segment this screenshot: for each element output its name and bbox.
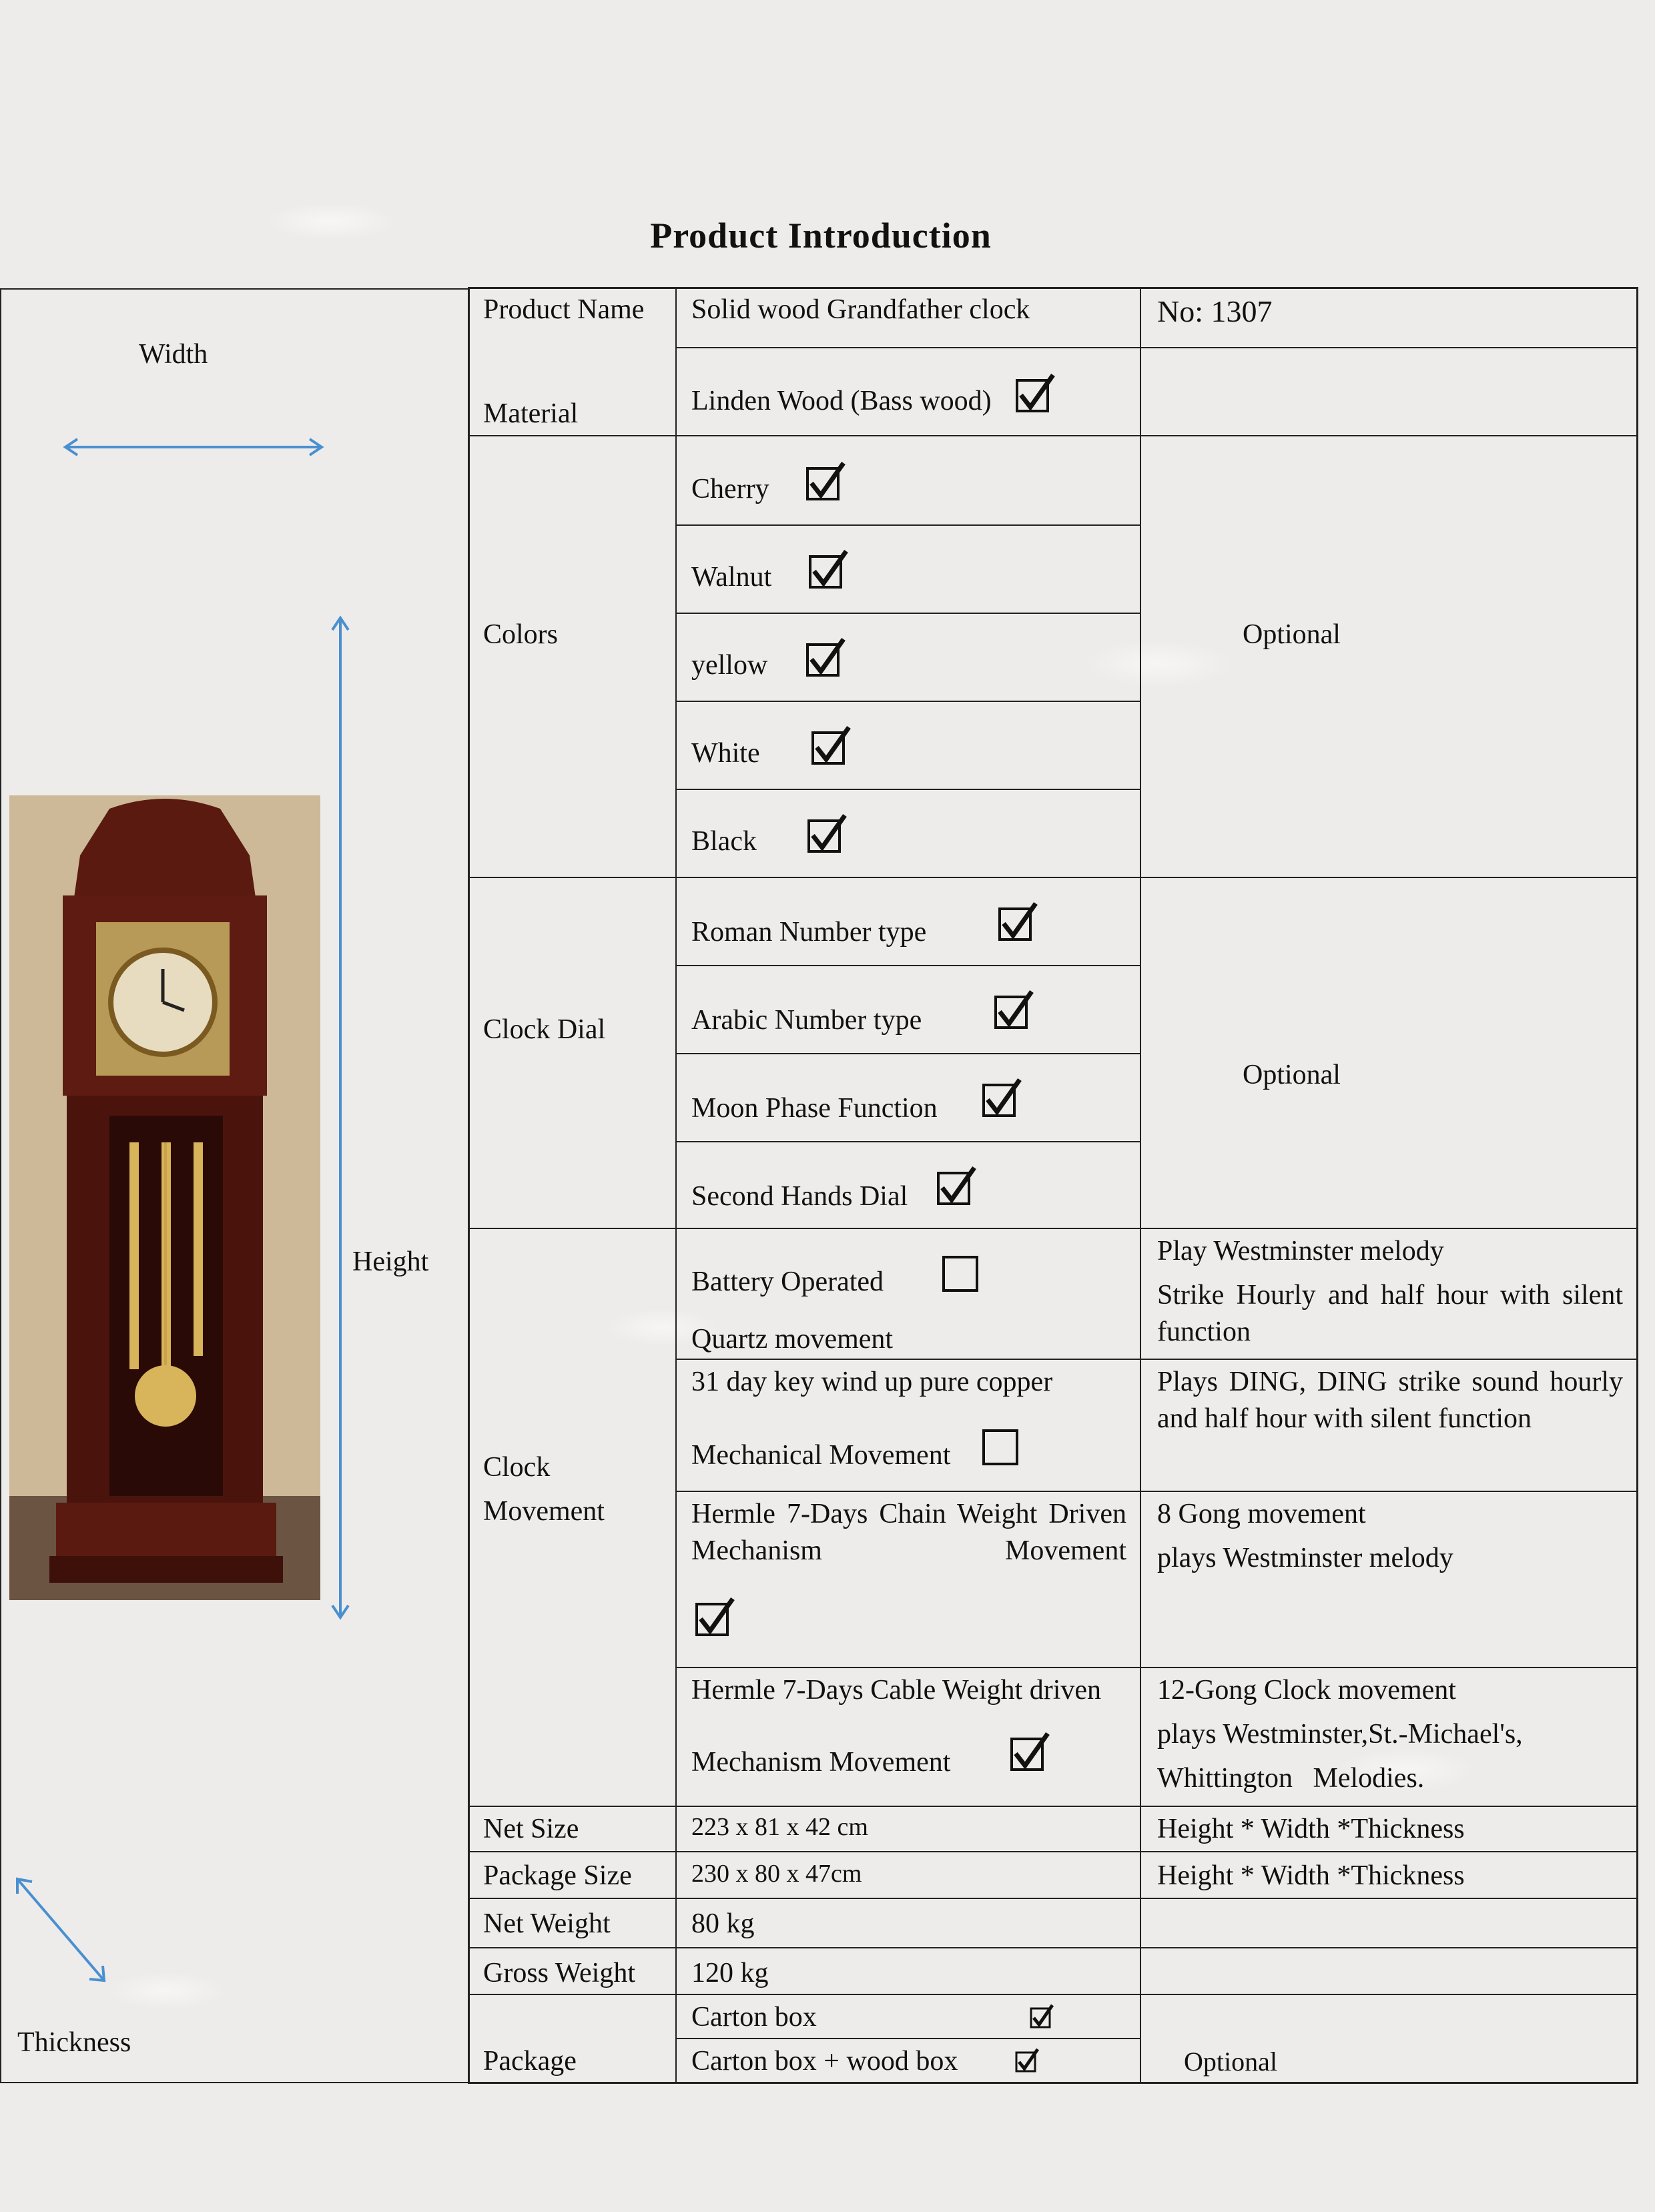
net-size-label: Net Size xyxy=(483,1814,579,1844)
thickness-label: Thickness xyxy=(17,2027,131,2058)
dial-option: Arabic Number type xyxy=(691,1005,922,1036)
color-option: yellow xyxy=(691,650,768,681)
movement-option-line1: Hermle 7-Days Cable Weight driven xyxy=(691,1675,1102,1706)
movement-description: plays Westminster,St.-Michael's, xyxy=(1157,1719,1523,1750)
package-optional-note: Optional xyxy=(1184,2047,1277,2077)
color-option: Black xyxy=(691,826,757,857)
dial-checkbox-checked[interactable] xyxy=(936,1165,978,1206)
package-size-note: Height * Width *Thickness xyxy=(1157,1860,1465,1891)
movement-label-line1: Clock xyxy=(483,1452,551,1483)
material-checkbox-checked[interactable] xyxy=(1014,372,1057,414)
movement-description: 8 Gong movement xyxy=(1157,1499,1366,1529)
movement-description: Plays DING, DING strike sound hourly and half hour with silent function xyxy=(1157,1367,1623,1434)
movement-checkbox-unchecked[interactable] xyxy=(941,1254,981,1295)
package-size-value: 230 x 80 x 47cm xyxy=(691,1860,862,1888)
net-weight-label: Net Weight xyxy=(483,1908,611,1939)
gross-weight-label: Gross Weight xyxy=(483,1958,636,1988)
height-label: Height xyxy=(352,1246,429,1277)
movement-description: Play Westminster melody xyxy=(1157,1236,1444,1266)
material-label: Material xyxy=(483,398,579,429)
movement-option-line2: Quartz movement xyxy=(691,1324,894,1355)
movement-description: Strike Hourly and half hour with silent function xyxy=(1157,1280,1623,1347)
product-number: No: 1307 xyxy=(1157,294,1273,328)
color-checkbox-checked[interactable] xyxy=(805,637,848,678)
color-checkbox-checked[interactable] xyxy=(805,460,848,502)
movement-description: plays Westminster melody xyxy=(1157,1543,1453,1573)
color-option: Cherry xyxy=(691,474,769,504)
movement-label-line2: Movement xyxy=(483,1496,605,1527)
movement-checkbox-checked[interactable] xyxy=(694,1596,737,1637)
net-size-note: Height * Width *Thickness xyxy=(1157,1814,1465,1844)
package-option: Carton box + wood box xyxy=(691,2046,958,2077)
table-border-bottom xyxy=(468,2082,1637,2084)
colors-label: Colors xyxy=(483,619,559,650)
product-name-label: Product Name xyxy=(483,294,645,325)
colors-optional-note: Optional xyxy=(1243,619,1341,650)
col-divider-1 xyxy=(675,287,677,2084)
net-weight-value: 80 kg xyxy=(691,1908,755,1939)
thickness-arrow-icon xyxy=(12,1874,112,1987)
col-divider-2 xyxy=(1140,287,1141,2084)
package-size-label: Package Size xyxy=(483,1860,632,1891)
dial-option: Moon Phase Function xyxy=(691,1093,938,1124)
movement-checkbox-unchecked[interactable] xyxy=(981,1428,1021,1468)
material-value: Linden Wood (Bass wood) xyxy=(691,386,992,416)
table-border-left xyxy=(468,287,470,2084)
grandfather-clock-image xyxy=(9,795,320,1600)
package-checkbox-checked[interactable] xyxy=(1014,2047,1040,2073)
movement-option-line1: Battery Operated xyxy=(691,1266,884,1297)
gross-weight-value: 120 kg xyxy=(691,1958,769,1988)
page-title: Product Introduction xyxy=(650,216,992,256)
movement-description: 12-Gong Clock movement xyxy=(1157,1675,1456,1706)
width-label: Width xyxy=(139,339,208,370)
movement-option-line1: Hermle 7-Days Chain Weight Driven Mechanism Movement xyxy=(691,1499,1126,1566)
movement-option-line2: Mechanical Movement xyxy=(691,1440,951,1471)
dial-checkbox-checked[interactable] xyxy=(981,1077,1024,1118)
package-option: Carton box xyxy=(691,2002,817,2033)
color-option: White xyxy=(691,738,760,769)
movement-description: Whittington Melodies. xyxy=(1157,1763,1425,1794)
color-checkbox-checked[interactable] xyxy=(806,813,849,854)
color-checkbox-checked[interactable] xyxy=(807,548,850,590)
width-arrow-icon xyxy=(60,434,327,460)
dial-optional-note: Optional xyxy=(1243,1060,1341,1090)
net-size-value: 223 x 81 x 42 cm xyxy=(691,1813,868,1841)
table-border-right xyxy=(1636,287,1638,2084)
dial-checkbox-checked[interactable] xyxy=(997,901,1040,942)
height-arrow-icon xyxy=(327,614,354,1621)
package-checkbox-checked[interactable] xyxy=(1029,2003,1054,2029)
dial-option: Roman Number type xyxy=(691,917,927,948)
movement-option-line1: 31 day key wind up pure copper xyxy=(691,1367,1053,1397)
package-label: Package xyxy=(483,2046,577,2077)
clock-dial-label: Clock Dial xyxy=(483,1014,606,1045)
color-option: Walnut xyxy=(691,562,772,593)
color-checkbox-checked[interactable] xyxy=(810,725,853,766)
product-name-value: Solid wood Grandfather clock xyxy=(691,294,1030,325)
movement-checkbox-checked[interactable] xyxy=(1009,1731,1052,1772)
movement-option-line2: Mechanism Movement xyxy=(691,1747,951,1778)
table-border-top xyxy=(468,287,1637,289)
dial-checkbox-checked[interactable] xyxy=(993,989,1036,1030)
dial-option: Second Hands Dial xyxy=(691,1181,908,1212)
